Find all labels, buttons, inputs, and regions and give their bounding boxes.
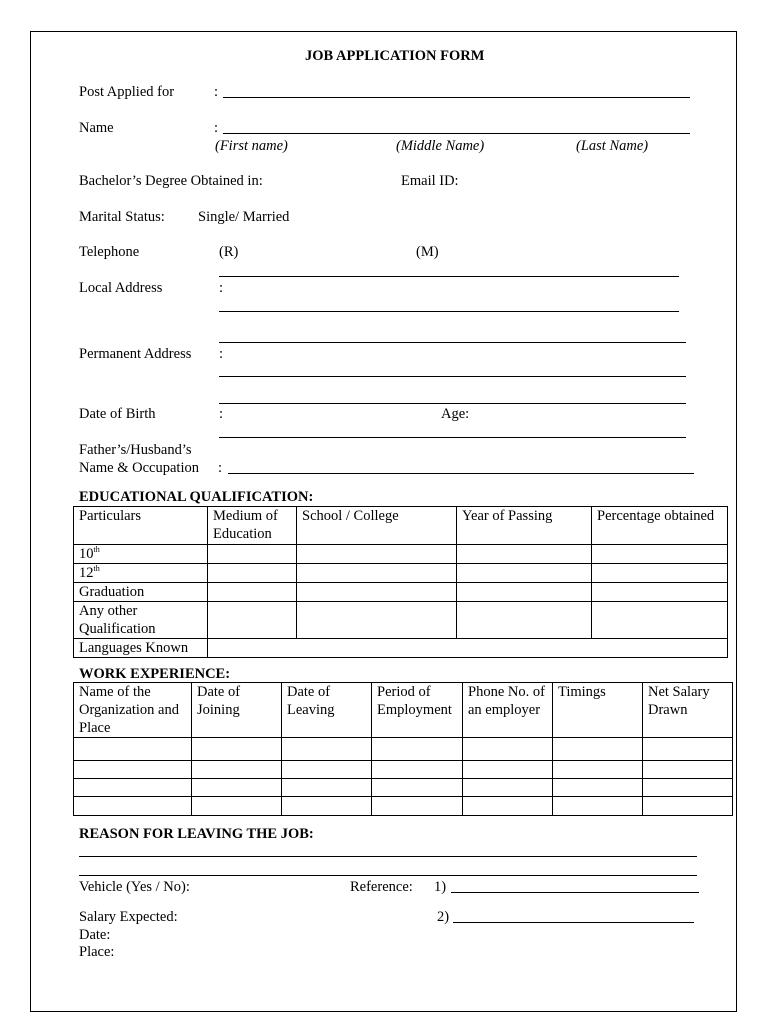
- work-header-organization: Name of the Organization and Place: [74, 683, 192, 738]
- languages-label: Languages Known: [74, 639, 208, 658]
- table-cell[interactable]: [208, 545, 297, 564]
- age-label: Age:: [441, 406, 470, 422]
- table-row: [74, 761, 733, 779]
- table-cell[interactable]: [282, 738, 372, 761]
- work-header-timings: Timings: [553, 683, 643, 738]
- date-label: Date:: [79, 927, 111, 943]
- dob-label: Date of Birth: [79, 406, 156, 422]
- table-cell[interactable]: [463, 797, 553, 816]
- permanent-address-colon: :: [219, 346, 224, 362]
- post-colon: :: [214, 84, 219, 100]
- last-name-hint: (Last Name): [576, 138, 649, 154]
- table-cell[interactable]: [553, 761, 643, 779]
- table-row: [74, 779, 733, 797]
- form-title: JOB APPLICATION FORM: [305, 48, 485, 64]
- reference-label: Reference:: [350, 879, 413, 895]
- table-cell[interactable]: [643, 761, 733, 779]
- email-label: Email ID:: [401, 173, 459, 189]
- edu-row-label: 10th: [74, 545, 208, 564]
- table-cell[interactable]: [297, 545, 457, 564]
- table-row: [74, 564, 728, 583]
- work-heading: WORK EXPERIENCE:: [79, 666, 231, 682]
- table-cell[interactable]: [372, 797, 463, 816]
- table-cell[interactable]: [553, 797, 643, 816]
- table-cell[interactable]: [282, 761, 372, 779]
- work-header-leaving: Date of Leaving: [282, 683, 372, 738]
- table-cell[interactable]: [463, 761, 553, 779]
- table-cell[interactable]: [208, 602, 297, 639]
- table-cell[interactable]: [592, 545, 728, 564]
- reason-heading: REASON FOR LEAVING THE JOB:: [79, 826, 314, 842]
- dob-field[interactable]: [219, 437, 686, 438]
- table-row: [74, 797, 733, 816]
- local-address-line-2[interactable]: [219, 311, 679, 312]
- reason-line-1[interactable]: [79, 856, 697, 857]
- table-cell[interactable]: [372, 779, 463, 797]
- permanent-address-line-1[interactable]: [219, 342, 686, 343]
- table-cell[interactable]: [192, 761, 282, 779]
- permanent-address-line-3[interactable]: [219, 403, 686, 404]
- father-label-2: Name & Occupation: [79, 460, 199, 476]
- permanent-address-line-2[interactable]: [219, 376, 686, 377]
- education-header-row: [74, 507, 728, 545]
- permanent-address-label: Permanent Address: [79, 346, 192, 362]
- table-cell[interactable]: [74, 779, 192, 797]
- work-header-joining: Date of Joining: [192, 683, 282, 738]
- table-cell[interactable]: [553, 738, 643, 761]
- edu-header-percentage: Percentage obtained: [592, 507, 728, 545]
- table-cell[interactable]: [457, 564, 592, 583]
- table-cell[interactable]: [553, 779, 643, 797]
- table-cell[interactable]: [592, 564, 728, 583]
- table-cell[interactable]: [74, 738, 192, 761]
- table-cell[interactable]: [208, 564, 297, 583]
- tel-residence: (R): [219, 244, 239, 260]
- father-colon: :: [218, 460, 223, 476]
- table-cell[interactable]: [643, 738, 733, 761]
- table-cell[interactable]: [282, 779, 372, 797]
- table-cell[interactable]: [643, 797, 733, 816]
- table-cell[interactable]: [457, 583, 592, 602]
- table-cell[interactable]: [297, 564, 457, 583]
- education-heading: EDUCATIONAL QUALIFICATION:: [79, 489, 314, 505]
- education-table: [73, 506, 728, 658]
- table-cell[interactable]: [372, 738, 463, 761]
- first-name-hint: (First name): [215, 138, 288, 154]
- table-cell[interactable]: [592, 583, 728, 602]
- father-field[interactable]: [228, 473, 694, 474]
- table-cell[interactable]: [192, 738, 282, 761]
- table-cell[interactable]: [463, 738, 553, 761]
- table-cell[interactable]: [74, 761, 192, 779]
- table-cell[interactable]: [372, 761, 463, 779]
- telephone-label: Telephone: [79, 244, 140, 260]
- local-address-label: Local Address: [79, 280, 163, 296]
- table-cell[interactable]: [74, 797, 192, 816]
- edu-header-particulars: Particulars: [74, 507, 208, 545]
- post-applied-field[interactable]: [223, 97, 690, 98]
- table-cell[interactable]: [457, 602, 592, 639]
- work-header-period: Period of Employment: [372, 683, 463, 738]
- place-label: Place:: [79, 944, 115, 960]
- salary-label: Salary Expected:: [79, 909, 178, 925]
- reference-2-number: 2): [437, 909, 450, 925]
- work-header-row: [74, 683, 733, 738]
- marital-label: Marital Status:: [79, 209, 165, 225]
- local-address-colon: :: [219, 280, 224, 296]
- table-cell[interactable]: [592, 602, 728, 639]
- middle-name-hint: (Middle Name): [396, 138, 485, 154]
- post-applied-label: Post Applied for: [79, 84, 175, 100]
- edu-row-label: Graduation: [74, 583, 208, 602]
- local-address-line-1[interactable]: [219, 276, 679, 277]
- degree-label: Bachelor’s Degree Obtained in:: [79, 173, 263, 189]
- name-colon: :: [214, 120, 219, 136]
- work-header-phone: Phone No. of an employer: [463, 683, 553, 738]
- table-cell[interactable]: [297, 602, 457, 639]
- work-header-salary: Net Salary Drawn: [643, 683, 733, 738]
- reference-1-number: 1): [434, 879, 447, 895]
- languages-field[interactable]: [208, 639, 728, 658]
- edu-header-school: School / College: [297, 507, 457, 545]
- table-row: [74, 602, 728, 639]
- table-cell[interactable]: [297, 583, 457, 602]
- table-cell[interactable]: [463, 779, 553, 797]
- marital-value: Single/ Married: [198, 209, 290, 225]
- table-row: [74, 738, 733, 761]
- tel-mobile: (M): [416, 244, 439, 260]
- dob-colon: :: [219, 406, 224, 422]
- edu-header-medium: Medium of Education: [208, 507, 297, 545]
- vehicle-label: Vehicle (Yes / No):: [79, 879, 190, 895]
- reference-2-field[interactable]: [453, 922, 694, 923]
- table-cell[interactable]: [282, 797, 372, 816]
- name-label: Name: [79, 120, 114, 136]
- work-table: [73, 682, 733, 816]
- table-row: [74, 545, 728, 564]
- name-field[interactable]: [223, 133, 690, 134]
- table-row: [74, 583, 728, 602]
- table-cell[interactable]: [192, 779, 282, 797]
- table-cell[interactable]: [457, 545, 592, 564]
- reference-1-field[interactable]: [451, 892, 699, 893]
- father-label-1: Father’s/Husband’s: [79, 442, 192, 458]
- edu-row-label: Any other Qualification: [74, 602, 208, 639]
- edu-header-year: Year of Passing: [457, 507, 592, 545]
- edu-row-label: 12th: [74, 564, 208, 583]
- table-cell[interactable]: [643, 779, 733, 797]
- table-cell[interactable]: [192, 797, 282, 816]
- table-row: [74, 639, 728, 658]
- table-cell[interactable]: [208, 583, 297, 602]
- reason-line-2[interactable]: [79, 875, 697, 876]
